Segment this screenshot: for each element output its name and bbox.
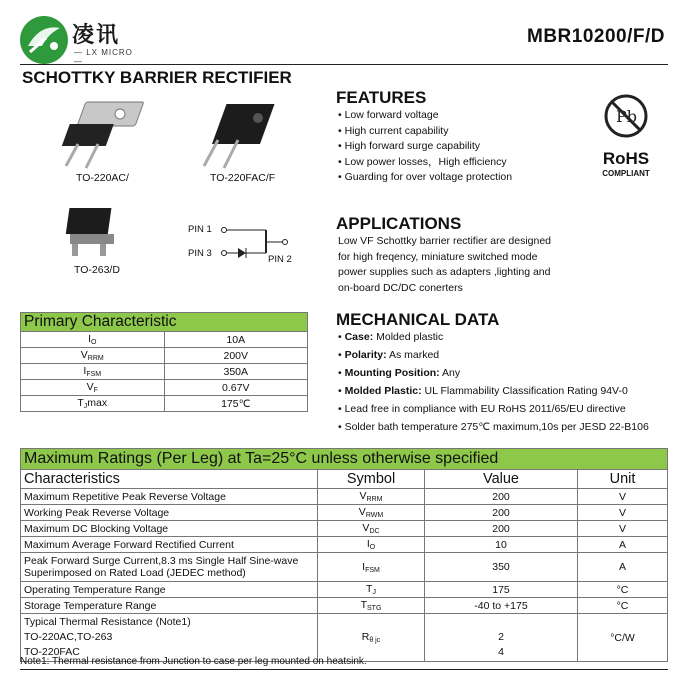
- pin2-label: PIN 2: [268, 254, 292, 265]
- pb-text: Pb: [616, 107, 638, 126]
- document-title: SCHOTTKY BARRIER RECTIFIER: [22, 68, 292, 87]
- rohs-badge: [588, 92, 664, 182]
- column-header: Characteristics: [21, 470, 318, 489]
- feature-item: • Guarding for over voltage protection: [338, 170, 512, 186]
- mechanical-item: • Case: Molded plastic: [338, 328, 649, 346]
- mechanical-item: • Polarity: As marked: [338, 346, 649, 364]
- package-label-to263: TO-263/D: [74, 264, 120, 276]
- package-label-to220ac: TO-220AC/: [76, 172, 129, 184]
- table-header-row: [21, 470, 668, 489]
- rohs-compliant: COMPLIANT: [602, 169, 650, 178]
- table-row: Operating Temperature Range $T_J$ 175 °C: [21, 582, 668, 598]
- footer-divider: [20, 669, 668, 670]
- footnote: Note1: Thermal resistance from Junction to case per leg mounted on heatsink.: [20, 656, 367, 667]
- applications-text: [338, 234, 551, 296]
- part-number: MBR10200/F/D: [527, 26, 665, 47]
- table-row: Storage Temperature Range $T_{STG}$ -40 to +175 °C: [21, 598, 668, 614]
- column-header: Unit: [578, 470, 668, 489]
- logo-emblem-icon: [20, 16, 68, 64]
- table-row: $V_{RRM}$ 200V: [21, 348, 308, 364]
- table-row-thermal: Typical Thermal Resistance (Note1) TO-220AC,TO-263 TO-220FAC $R_{\theta jc}$ 2 4 °C/W: [21, 614, 668, 662]
- to263-package-image: [64, 204, 120, 260]
- table-row: $I_O$ 10A: [21, 332, 308, 348]
- to220fac-package-image: [186, 100, 286, 174]
- feature-item: • Low power losses，High efficiency: [338, 155, 512, 171]
- applications-line: on-board DC/DC conerters: [338, 281, 463, 294]
- feature-item: • High forward surge capability: [338, 139, 512, 155]
- features-list: [338, 108, 512, 186]
- pin1-label: PIN 1: [188, 224, 212, 235]
- header-divider: [20, 64, 668, 65]
- table-row: Maximum DC Blocking Voltage $V_{DC}$ 200 V: [21, 521, 668, 537]
- pin3-label: PIN 3: [188, 248, 212, 259]
- applications-line: Low VF Schottky barrier rectifier are designed: [338, 235, 552, 247]
- feature-item: • High current capability: [338, 124, 512, 140]
- column-header: Value: [425, 470, 578, 489]
- mechanical-item: • Molded Plastic: UL Flammability Classification Rating 94V-0: [338, 382, 649, 400]
- table-row: $T_J\max$ 175℃: [21, 396, 308, 412]
- logo-english-text: — LX MICRO —: [74, 48, 133, 66]
- features-title: FEATURES: [336, 88, 427, 107]
- table-row: $I_{FSM}$ 350A: [21, 364, 308, 380]
- rohs-label: RoHS: [602, 149, 650, 168]
- applications-title: APPLICATIONS: [336, 214, 462, 233]
- maximum-ratings-title: Maximum Ratings (Per Leg) at Ta=25°C unless otherwise specified: [21, 449, 668, 470]
- diode-schematic-icon: [220, 222, 296, 262]
- primary-characteristic-table: [20, 312, 308, 412]
- applications-line: for high freqency, miniature switched mode: [338, 250, 538, 263]
- to220ac-package-image: [58, 96, 158, 176]
- table-row: Maximum Average Forward Rectified Current $I_O$ 10 A: [21, 537, 668, 553]
- table-row: Peak Forward Surge Current,8.3 ms Single Half Sine-wave Superimposed on Rated Load (JEDEC method) $I_{FSM}$ 350 A: [21, 553, 668, 582]
- maximum-ratings-table: [20, 448, 668, 662]
- pb-free-icon: [588, 92, 664, 142]
- column-header: Symbol: [318, 470, 425, 489]
- package-label-to220fac: TO-220FAC/F: [210, 172, 276, 184]
- applications-line: power supplies such as adapters ,lighting and: [338, 266, 551, 278]
- table-row: Maximum Repetitive Peak Reverse Voltage $V_{RRM}$ 200 V: [21, 489, 668, 505]
- primary-characteristic-title: Primary Characteristic: [21, 313, 308, 332]
- mechanical-item: • Mounting Position: Any: [338, 364, 649, 382]
- company-logo: [20, 16, 140, 64]
- mechanical-item: • Solder bath temperature 275℃ maximum,10s per JESD 22-B106: [338, 418, 649, 436]
- mechanical-list: [338, 328, 649, 436]
- table-row: Working Peak Reverse Voltage $V_{RWM}$ 200 V: [21, 505, 668, 521]
- feature-item: • Low forward voltage: [338, 108, 512, 124]
- mechanical-item: • Lead free in compliance with EU RoHS 2011/65/EU directive: [338, 400, 649, 418]
- mechanical-title: MECHANICAL DATA: [336, 310, 500, 329]
- logo-chinese-text: 凌讯: [72, 22, 121, 48]
- table-row: $V_F$ 0.67V: [21, 380, 308, 396]
